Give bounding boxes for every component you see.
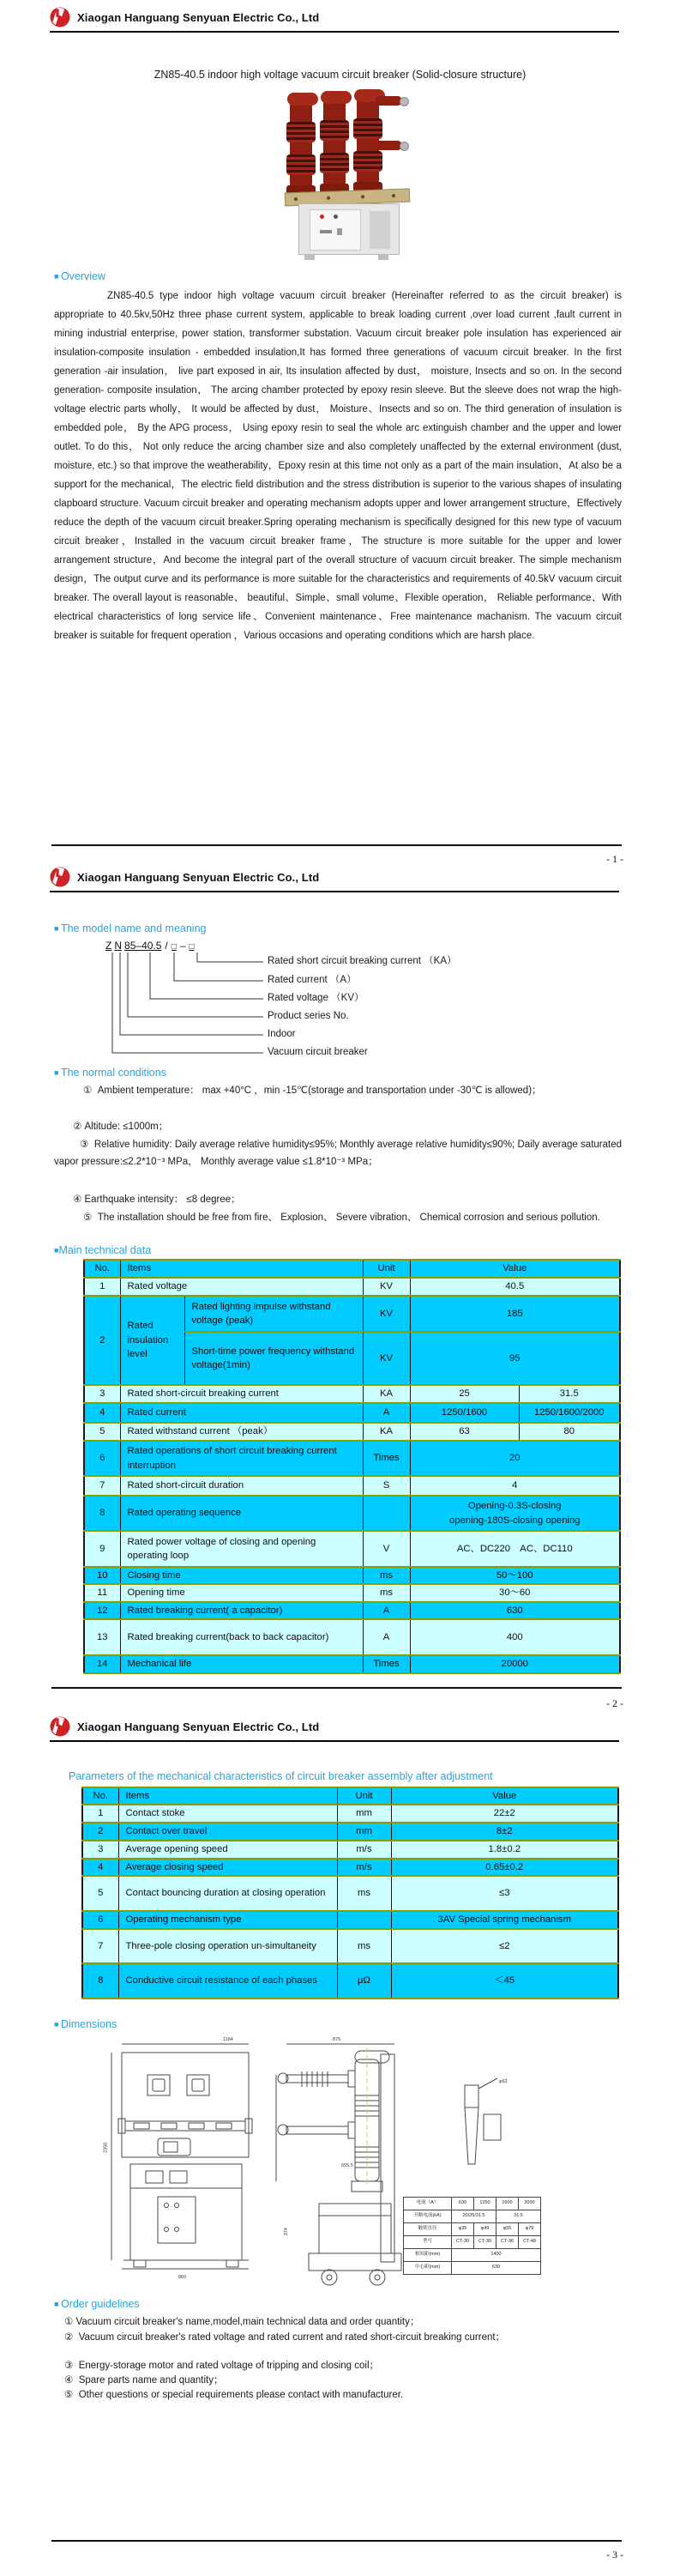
cell-unit: KV: [363, 1278, 410, 1296]
cell-unit: A: [363, 1619, 410, 1655]
cell-value: 20000: [410, 1655, 620, 1673]
cell-value: 3AV Special spring mechanism: [391, 1911, 618, 1929]
cell-value: CT-30: [474, 2236, 496, 2249]
cell-no: 14: [84, 1655, 120, 1673]
order-text: Other questions or special requirements please contact with manufacturer.: [78, 2390, 404, 2400]
cell-label: 相间距(mm): [404, 2249, 452, 2262]
cell-item: Rated breaking current( a capacitor): [120, 1602, 363, 1619]
table-row: [84, 1531, 620, 1567]
cell-item: Contact stoke: [118, 1805, 337, 1822]
company-name: Xiaogan Hanguang Senyuan Electric Co., Ltd: [77, 1720, 320, 1733]
cell-value: 20/25/31.5: [452, 2210, 496, 2223]
table-row: [84, 1584, 620, 1601]
cell-value: 63: [410, 1423, 519, 1441]
cell-value: 1250: [474, 2198, 496, 2210]
cell-value: 40.5: [410, 1278, 620, 1296]
model-part: –: [179, 940, 186, 952]
cell-value: 185: [410, 1296, 620, 1332]
cell-item: Three-pole closing operation un-simultaneity: [118, 1929, 337, 1963]
cell-value: 1250/1600: [410, 1403, 519, 1423]
cell-no: 1: [84, 1278, 120, 1296]
breaker-pole: [357, 96, 379, 185]
cell-no: 1: [82, 1805, 118, 1822]
header-value: Value: [391, 1787, 618, 1805]
table-row: [82, 1929, 618, 1963]
cell-unit: Times: [363, 1655, 410, 1673]
breaker-pole: [290, 100, 312, 189]
order-number: ⑤: [64, 2390, 74, 2400]
cell-value: 8±2: [391, 1823, 618, 1841]
condition-number: ①: [83, 1085, 93, 1096]
table-row: [84, 1476, 620, 1496]
cell-no: 10: [84, 1567, 120, 1584]
cell-item: Rated current: [120, 1403, 363, 1423]
cell-item: Contact over travel: [118, 1823, 337, 1841]
cell-no: 9: [84, 1531, 120, 1567]
table-row: [84, 1619, 620, 1655]
table-row: [84, 1496, 620, 1531]
cell-no: 4: [84, 1403, 120, 1423]
cell-unit: A: [363, 1602, 410, 1619]
dimension-label: φ62: [499, 2079, 508, 2084]
cell-label: 触臂直径: [404, 2223, 452, 2236]
cell-unit: S: [363, 1476, 410, 1496]
dimension-label: 875: [333, 2037, 341, 2042]
table-row: [84, 1385, 620, 1403]
conditions-heading: ■ The normal conditions: [54, 1067, 166, 1079]
header-items: Items: [118, 1787, 337, 1805]
table-row: [84, 1655, 620, 1673]
page-title: ZN85-40.5 indoor high voltage vacuum circuit breaker (Solid-closure structure): [153, 69, 527, 81]
cell-value: [410, 1496, 620, 1531]
dimension-label: 374: [283, 2228, 289, 2236]
cell-label: 开断电流(kA): [404, 2210, 452, 2223]
cell-value: 80: [519, 1423, 620, 1441]
header-no: No.: [84, 1260, 120, 1278]
cell-value: φ79: [519, 2223, 541, 2236]
model-part: –: [135, 940, 142, 952]
footer-rule: [51, 844, 622, 846]
cell-no: 13: [84, 1619, 120, 1655]
main-technical-data-table: [83, 1259, 621, 1674]
model-label: Rated short circuit breaking current （KA）: [268, 956, 457, 966]
table-row: [82, 1911, 618, 1929]
value-line: Opening-0.3S-closing: [467, 1501, 562, 1512]
mechanism-box: [298, 203, 400, 255]
header-unit: Unit: [337, 1787, 391, 1805]
condition-number: ⑤: [83, 1212, 93, 1223]
cell-value: CT-30: [452, 2236, 474, 2249]
model-part: N: [114, 940, 123, 952]
order-number: ②: [64, 2332, 74, 2343]
cell-item: Rated lighting impulse withstand voltage (peak): [184, 1296, 363, 1332]
order-text: Energy-storage motor and rated voltage of tripping and closing coil；: [78, 2361, 380, 2371]
cell-unit: μΩ: [337, 1963, 391, 1999]
table-row: [404, 2223, 541, 2236]
cell-no: 5: [82, 1876, 118, 1911]
cell-value: 4: [410, 1476, 620, 1496]
overview-heading: ■ Overview: [54, 270, 105, 282]
company-logo-icon: [50, 867, 70, 887]
cell-no: 8: [82, 1963, 118, 1999]
cell-group: Rated insulation level: [120, 1296, 184, 1385]
model-label: Rated current （A）: [268, 975, 357, 985]
mech-params-table: [81, 1787, 619, 1999]
cell-label: 电流（A）: [404, 2198, 452, 2210]
order-number: ④: [64, 2375, 74, 2386]
cell-value: AC、DC220 AC、DC110: [410, 1531, 620, 1567]
cell-value: φ55: [496, 2223, 519, 2236]
cell-item: Rated operations of short circuit breaking current interruption: [120, 1441, 363, 1476]
cell-no: 6: [82, 1911, 118, 1929]
mech-params-heading: Parameters of the mechanical characteristics of circuit breaker assembly after adjustment: [69, 1770, 493, 1782]
cell-item: Rated power voltage of closing and opening operating loop: [120, 1531, 363, 1567]
model-part: Z: [105, 940, 112, 952]
header-unit: Unit: [363, 1260, 410, 1278]
table-row: [82, 1859, 618, 1876]
condition-text: Earthquake intensity： ≤8 degree；: [84, 1194, 241, 1205]
cell-unit: [337, 1911, 391, 1929]
condition-text: Altitude: ≤1000m；: [84, 1122, 169, 1132]
dimension-label: 2350: [103, 2142, 109, 2153]
terminal-cap: [400, 142, 409, 151]
model-part: 40.5: [141, 940, 162, 952]
header-value: Value: [410, 1260, 620, 1278]
cell-value: 50～100: [410, 1567, 620, 1584]
order-heading: ■ Order guidelines: [54, 2298, 140, 2310]
company-logo-icon: [50, 7, 70, 27]
cell-unit: ms: [337, 1929, 391, 1963]
table-row: [84, 1602, 620, 1619]
cell-unit: V: [363, 1531, 410, 1567]
table-row: [404, 2210, 541, 2223]
cell-value: 630: [410, 1602, 620, 1619]
company-name: Xiaogan Hanguang Senyuan Electric Co., Ltd: [77, 870, 320, 884]
table-row: [84, 1296, 620, 1332]
cell-value: 95: [410, 1332, 620, 1385]
page-number: - 1 -: [606, 853, 623, 865]
cell-value: 1.8±0.2: [391, 1841, 618, 1859]
condition-item: [54, 1191, 622, 1208]
cell-no: 7: [82, 1929, 118, 1963]
table-row: [84, 1278, 620, 1296]
cell-label: 型号: [404, 2236, 452, 2249]
cell-value: 0.65±0.2: [391, 1859, 618, 1876]
cell-item: Opening time: [120, 1584, 363, 1601]
cell-unit: ms: [363, 1584, 410, 1601]
cell-no: 4: [82, 1859, 118, 1876]
cell-value: 2000: [519, 2198, 541, 2210]
breaker-pole: [323, 98, 346, 187]
model-label: Rated voltage （KV）: [268, 993, 364, 1003]
page2-header: [50, 867, 619, 892]
cell-unit: A: [363, 1403, 410, 1423]
cell-value: 1250/1600/2000: [519, 1403, 620, 1423]
cell-no: 2: [82, 1823, 118, 1841]
cell-value: 22±2: [391, 1805, 618, 1822]
cell-unit: m/s: [337, 1841, 391, 1859]
cell-value: ≤2: [391, 1929, 618, 1963]
upper-terminal-arm: [376, 96, 401, 106]
cell-unit: ms: [337, 1876, 391, 1911]
cell-label: 中心距(mm): [404, 2262, 452, 2275]
cell-item: Rated short-circuit breaking current: [120, 1385, 363, 1403]
cell-item: Short-time power frequency withstand voltage(1min): [184, 1332, 363, 1385]
cell-value: ＜45: [391, 1963, 618, 1999]
table-header-row: [82, 1787, 618, 1805]
condition-item: [54, 1136, 622, 1170]
cell-value: 1400: [452, 2249, 541, 2262]
dimension-label: 860: [178, 2275, 187, 2280]
condition-item: [54, 1082, 622, 1099]
cell-no: 3: [82, 1841, 118, 1859]
cell-item: Mechanical life: [120, 1655, 363, 1673]
value-line: opening-180S-closing opening: [448, 1515, 581, 1526]
page1-header: [50, 7, 619, 33]
condition-item: [54, 1118, 622, 1135]
cell-no: 8: [84, 1496, 120, 1531]
order-text: Spare parts name and quantity；: [78, 2375, 224, 2386]
table-row: [404, 2236, 541, 2249]
condition-text: Relative humidity: Daily average relative humidity≤95%; Monthly average relative humidity≤90%; Daily average saturated vapor pressure:≤2.2*10⁻³ MPa， Monthly average value ≤1.8*10⁻³ MPa；: [54, 1140, 623, 1167]
cell-unit: KA: [363, 1385, 410, 1403]
cell-unit: [363, 1496, 410, 1531]
table-row: [84, 1403, 620, 1423]
table-row: [82, 1876, 618, 1911]
cell-item: Average closing speed: [118, 1859, 337, 1876]
cell-value: 20: [410, 1441, 620, 1476]
cell-value: 630: [452, 2262, 541, 2275]
condition-number: ③: [80, 1140, 89, 1150]
cell-no: 3: [84, 1385, 120, 1403]
footer-rule: [51, 1687, 622, 1689]
dimension-label: 1164: [223, 2037, 233, 2042]
page-number: - 3 -: [606, 2549, 623, 2561]
model-label: Product series No.: [268, 1011, 349, 1021]
table-row: [84, 1423, 620, 1441]
order-item: [54, 2313, 622, 2331]
cell-value: 400: [410, 1619, 620, 1655]
model-part: □: [189, 942, 195, 952]
dimensions-heading: ■ Dimensions: [54, 2018, 117, 2030]
model-part: □: [171, 942, 177, 952]
cell-no: 5: [84, 1423, 120, 1441]
cell-no: 6: [84, 1441, 120, 1476]
cell-item: Conductive circuit resistance of each phases: [118, 1963, 337, 1999]
cell-unit: ms: [363, 1567, 410, 1584]
order-number: ①: [64, 2317, 74, 2327]
table-row: [82, 1805, 618, 1822]
cell-value: CT-48: [519, 2236, 541, 2249]
cell-item: Contact bouncing duration at closing operation: [118, 1876, 337, 1911]
condition-text: The installation should be free from fire、 Explosion、 Severe vibration、 Chemical corrosion and serious pollution.: [97, 1212, 600, 1223]
table-row: [84, 1567, 620, 1584]
cell-unit: mm: [337, 1805, 391, 1822]
cell-unit: KV: [363, 1332, 410, 1385]
cell-item: Rated operating sequence: [120, 1496, 363, 1531]
condition-text: Ambient temperature： max +40°C ，min -15℃(storage and transportation under -30℃ is allowed)；: [97, 1085, 542, 1096]
company-logo-icon: [50, 1716, 70, 1737]
main-data-heading: ■ Main technical data: [54, 1244, 151, 1256]
condition-item: [54, 1209, 622, 1226]
header-items: Items: [120, 1260, 363, 1278]
cell-unit: mm: [337, 1823, 391, 1841]
cell-value: 31.5: [496, 2210, 541, 2223]
order-text: Vacuum circuit breaker's name,model,main technical data and order quantity；: [75, 2317, 420, 2327]
cell-value: φ35: [452, 2223, 474, 2236]
condition-number: ②: [73, 1122, 82, 1132]
drawing-data-table: [403, 2197, 541, 2275]
cell-item: Rated withstand current （peak）: [120, 1423, 363, 1441]
cell-item: Closing time: [120, 1567, 363, 1584]
product-photo: [283, 91, 412, 259]
order-text: Vacuum circuit breaker's rated voltage and rated current and rated short-circuit breaking current；: [78, 2332, 506, 2343]
model-part: 85: [124, 940, 136, 952]
header-no: No.: [82, 1787, 118, 1805]
cell-value: 30～60: [410, 1584, 620, 1601]
table-row: [82, 1823, 618, 1841]
cell-no: 7: [84, 1476, 120, 1496]
company-name: Xiaogan Hanguang Senyuan Electric Co., Ltd: [77, 10, 320, 24]
cell-value: 630: [452, 2198, 474, 2210]
lower-terminal-arm: [376, 141, 401, 150]
order-number: ③: [64, 2361, 74, 2371]
condition-number: ④: [73, 1194, 82, 1205]
dimension-label: 655.5: [341, 2163, 353, 2168]
order-item: [54, 2386, 622, 2404]
cell-value: 31.5: [519, 1385, 620, 1403]
overview-paragraph: ZN85-40.5 type indoor high voltage vacuum circuit breaker (Hereinafter referred to as the circuit breaker) is appropriate to 40.5kv,50Hz three phase current system, applicable to break loading current ,over load current ,fault current in mining industrial enterprise, power station, transformer substation. Vacuum circuit breaker pole insulation has experienced air insulation-composite insulation - embedded insulation,It has formed three generations of vacuum circuit breaker. In the first generation -air insulation， live part exposed in air, Its insulation affected by dust， moisture, Insects and so on. In the second generation- composite insulation， The arcing chamber protected by epoxy resin sleeve. But the sleeve does not wrap the high-voltage electric parts wholly， It would be affected by dust， Moisture、Insects and so on. The third generation of insulation is embedded pole， By the APG process， Using epoxy resin to seal the whole arc extinguish chamber and the upper and lower outlet. To do this， Not only reduce the arcing chamber size and also completely unaffected by the external environment (dust, moisture, etc.) so that improve the weatherability，Epoxy resin at this time not only as a part of the main insulation，At also be a support for the mechanical，The electric field distribution and the stress distribution is superior to the various shapes of insulating clapboard structure. Vacuum circuit breaker and operating mechanism adopts upper and lower arrangement structure，Effectively reduce the depth of the vacuum circuit breaker.Spring operating mechanism is specifically designed for this new type of vacuum circuit breaker，Installed in the vacuum circuit breaker frame，The structure is more suitable for the upper and lower arrangement structure，And become the integral part of the overall structure of vacuum circuit breaker. The simple mechanism design，The output curve and its performance is more suitable for the characteristics and requirements of 40.5kV vacuum circuit breaker. The overall layout is reasonable、 beautiful、Simple、small volume、Flexible operation， Reliable performance、With electrical characteristics of long service life、Convenient maintenance、Free maintenance machanism. The vacuum circuit breaker is suitable for frequent operation ，Various occasions and operating conditions which are harsh place.: [54, 291, 622, 641]
cell-value: 25: [410, 1385, 519, 1403]
model-label: Vacuum circuit breaker: [268, 1047, 368, 1057]
terminal-cap: [400, 97, 409, 106]
footer-rule: [51, 2540, 622, 2542]
table-row: [404, 2249, 541, 2262]
page-number: - 2 -: [606, 1697, 623, 1709]
cell-item: Rated breaking current(back to back capacitor): [120, 1619, 363, 1655]
cell-no: 2: [84, 1296, 120, 1385]
cell-value: CT-36: [496, 2236, 519, 2249]
cell-item: Operating mechanism type: [118, 1911, 337, 1929]
cell-value: ≤3: [391, 1876, 618, 1911]
model-heading: ■ The model name and meaning: [54, 922, 207, 934]
table-row: [82, 1963, 618, 1999]
table-row: [404, 2262, 541, 2275]
cell-value: 1600: [496, 2198, 519, 2210]
cell-item: Rated voltage: [120, 1278, 363, 1296]
cell-unit: KV: [363, 1296, 410, 1332]
cell-item: Rated short-circuit duration: [120, 1476, 363, 1496]
cell-no: 11: [84, 1584, 120, 1601]
cell-no: 12: [84, 1602, 120, 1619]
cell-item: Average opening speed: [118, 1841, 337, 1859]
cell-value: φ49: [474, 2223, 496, 2236]
cell-unit: Times: [363, 1441, 410, 1476]
model-part: /: [165, 940, 168, 952]
page3-header: [50, 1716, 619, 1742]
cell-unit: KA: [363, 1423, 410, 1441]
table-row: [404, 2198, 541, 2210]
table-row: [82, 1841, 618, 1859]
table-row: [84, 1441, 620, 1476]
cell-unit: m/s: [337, 1859, 391, 1876]
table-header-row: [84, 1260, 620, 1278]
order-item: [54, 2329, 622, 2346]
model-label: Indoor: [268, 1029, 296, 1039]
